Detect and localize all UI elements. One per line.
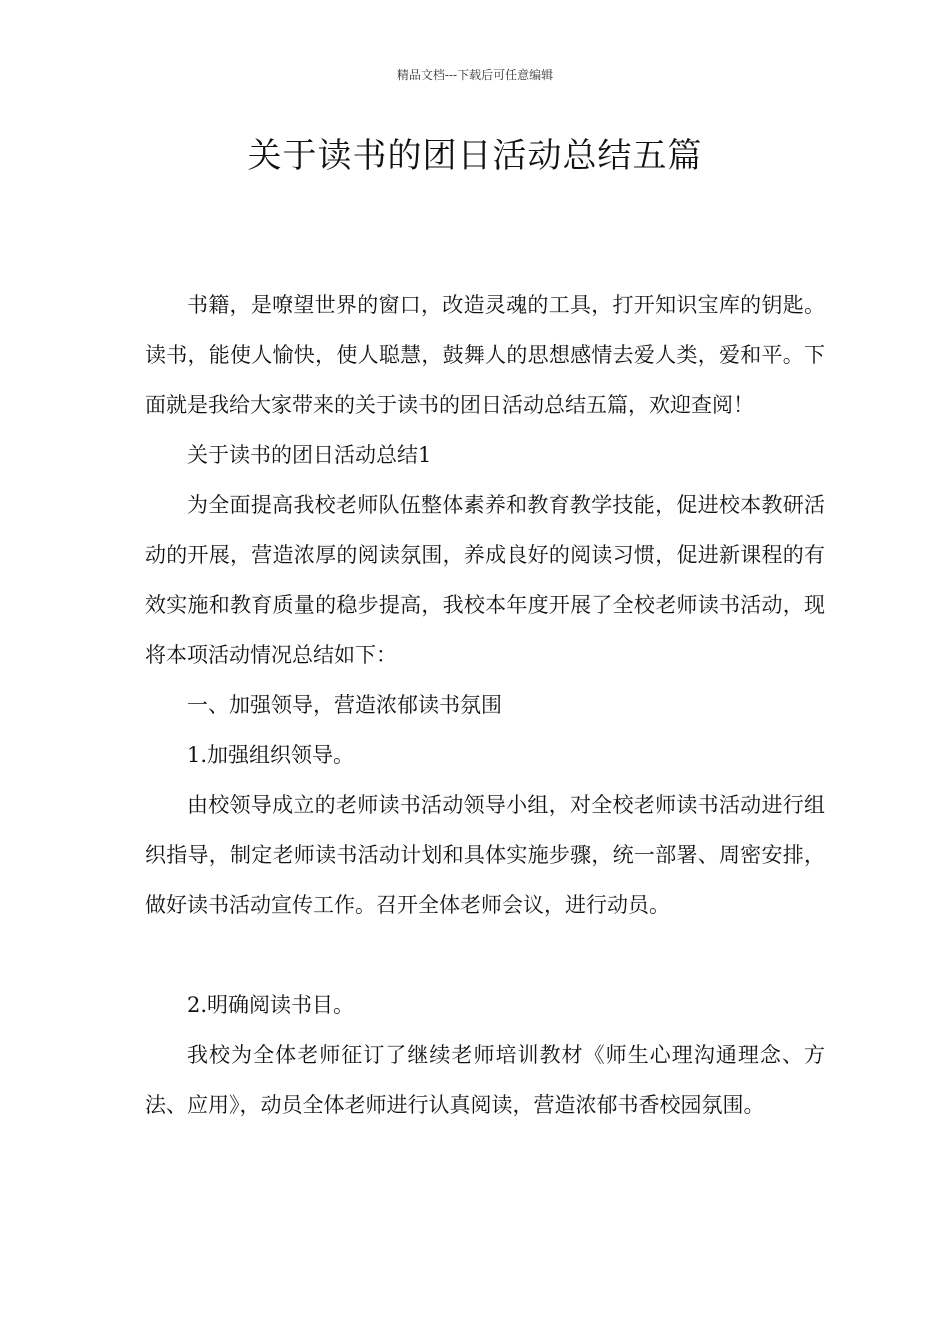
- intro-paragraph: 书籍，是嘹望世界的窗口，改造灵魂的工具，打开知识宝库的钥匙。读书，能使人愉快，使人聪慧，鼓舞人的思想感情去爱人类，爱和平。下面就是我给大家带来的关于读书的团日活动总结五篇，欢迎查阅！: [145, 293, 825, 417]
- body-paragraph: 为全面提高我校老师队伍整体素养和教育教学技能，促进校本教研活动的开展，营造浓厚的阅读氛围，养成良好的阅读习惯，促进新课程的有效实施和教育质量的稳步提高，我校本年度开展了全校老师读书活动，现将本项活动情况总结如下：: [145, 493, 825, 667]
- document-title: 关于读书的团日活动总结五篇: [247, 136, 703, 176]
- document-body: [145, 280, 825, 1130]
- list-item-heading: 1.加强组织领导。: [187, 743, 355, 767]
- body-paragraph: 由校领导成立的老师读书活动领导小组，对全校老师读书活动进行组织指导，制定老师读书活动计划和具体实施步骤，统一部署、周密安排，做好读书活动宣传工作。召开全体老师会议，进行动员。: [145, 793, 825, 917]
- body-paragraph: 我校为全体老师征订了继续老师培训教材《师生心理沟通理念、方法、应用》，动员全体老师进行认真阅读，营造浓郁书香校园氛围。: [145, 1043, 825, 1117]
- section-heading: 关于读书的团日活动总结1: [187, 443, 432, 467]
- list-item-heading: 2.明确阅读书目。: [187, 993, 355, 1017]
- subsection-heading: 一、加强领导，营造浓郁读书氛围: [187, 693, 502, 717]
- paragraph-spacer: [145, 930, 825, 980]
- page-header: 精品文档---下载后可任意编辑: [396, 68, 554, 82]
